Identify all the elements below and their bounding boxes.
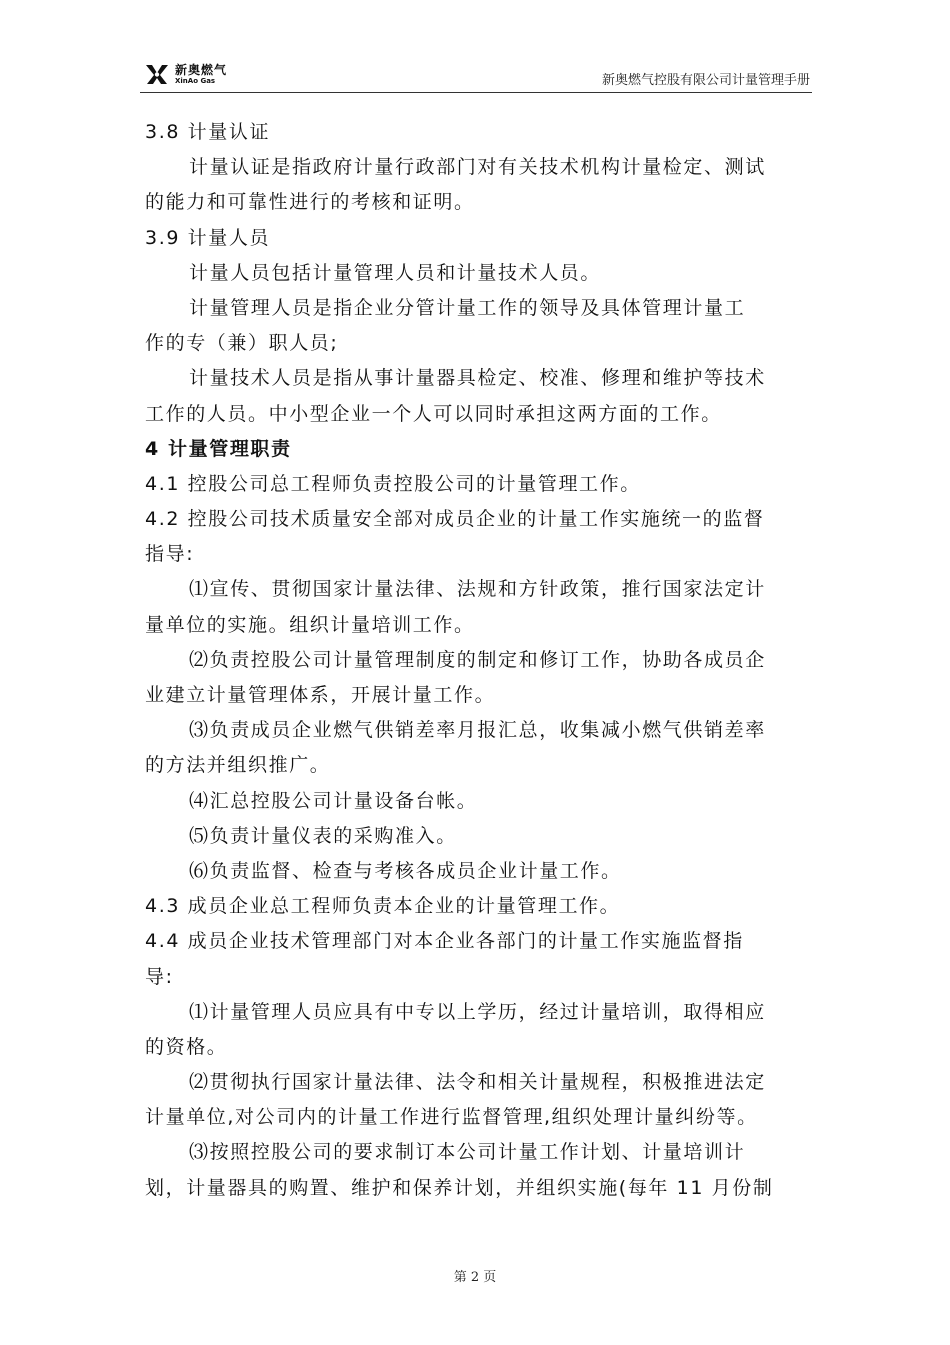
logo-english-name: XinAo Gas — [175, 76, 216, 85]
text-line: 业建立计量管理体系，开展计量工作。 — [145, 684, 496, 706]
text-line: 4.4 成员企业技术管理部门对本企业各部门的计量工作实施监督指 — [145, 930, 744, 953]
logo-text — [175, 64, 227, 85]
company-logo — [144, 60, 227, 88]
section-heading: 4 计量管理职责 — [145, 437, 292, 460]
text-line: 计量技术人员是指从事计量器具检定、校准、修理和维护等技术 — [189, 367, 766, 390]
text-line: ⑴计量管理人员应具有中专以上学历，经过计量培训，取得相应 — [189, 1000, 766, 1023]
xinao-logo-icon — [144, 62, 170, 86]
text-line: 的方法并组织推广。 — [145, 754, 331, 777]
text-line: 作的专（兼）职人员; — [145, 332, 339, 355]
text-line: 划，计量器具的购置、维护和保养计划，并组织实施(每年 11 月份制 — [145, 1176, 774, 1199]
text-line: 3.8 计量认证 — [145, 121, 271, 143]
text-line: 的资格。 — [145, 1035, 228, 1058]
page-header — [140, 58, 812, 93]
text-line: ⑶按照控股公司的要求制订本公司计量工作计划、计量培训计 — [189, 1141, 746, 1164]
text-line: 工作的人员。中小型企业一个人可以同时承担这两方面的工作。 — [145, 402, 722, 425]
text-line: 4.1 控股公司总工程师负责控股公司的计量管理工作。 — [145, 472, 641, 495]
text-line: 4.2 控股公司技术质量安全部对成员企业的计量工作实施统一的监督 — [145, 508, 765, 531]
text-line: ⑴宣传、贯彻国家计量法律、法规和方针政策，推行国家法定计 — [189, 578, 766, 601]
text-line: 的能力和可靠性进行的考核和证明。 — [145, 191, 475, 214]
text-line: 导: — [145, 965, 174, 988]
page-number: 第 2 页 — [453, 1270, 497, 1285]
manual-title: 新奥燃气控股有限公司计量管理手册 — [601, 73, 810, 88]
text-line: ⑵贯彻执行国家计量法律、法令和相关计量规程，积极推进法定 — [189, 1071, 766, 1094]
document-body — [145, 115, 813, 1206]
text-line: 3.9 计量人员 — [145, 226, 271, 249]
text-line: ⑵负责控股公司计量管理制度的制定和修订工作，协助各成员企 — [189, 648, 766, 671]
text-line: 计量人员包括计量管理人员和计量技术人员。 — [189, 261, 602, 284]
text-line: ⑹负责监督、检查与考核各成员企业计量工作。 — [189, 859, 622, 882]
logo-chinese-name: 新奥燃气 — [175, 62, 228, 77]
text-line: 计量管理人员是指企业分管计量工作的领导及具体管理计量工 — [189, 296, 746, 319]
text-line: 量单位的实施。组织计量培训工作。 — [145, 613, 475, 636]
text-line: 计量认证是指政府计量行政部门对有关技术机构计量检定、测试 — [189, 156, 766, 179]
text-line: 计量单位,对公司内的计量工作进行监督管理,组织处理计量纠纷等。 — [145, 1106, 758, 1129]
text-line: 4.3 成员企业总工程师负责本企业的计量管理工作。 — [145, 895, 621, 918]
text-line: 指导: — [145, 543, 195, 566]
text-line: ⑸负责计量仪表的采购准入。 — [189, 824, 457, 847]
text-line: ⑶负责成员企业燃气供销差率月报汇总，收集减小燃气供销差率 — [189, 719, 766, 742]
text-line: ⑷汇总控股公司计量设备台帐。 — [189, 789, 478, 812]
